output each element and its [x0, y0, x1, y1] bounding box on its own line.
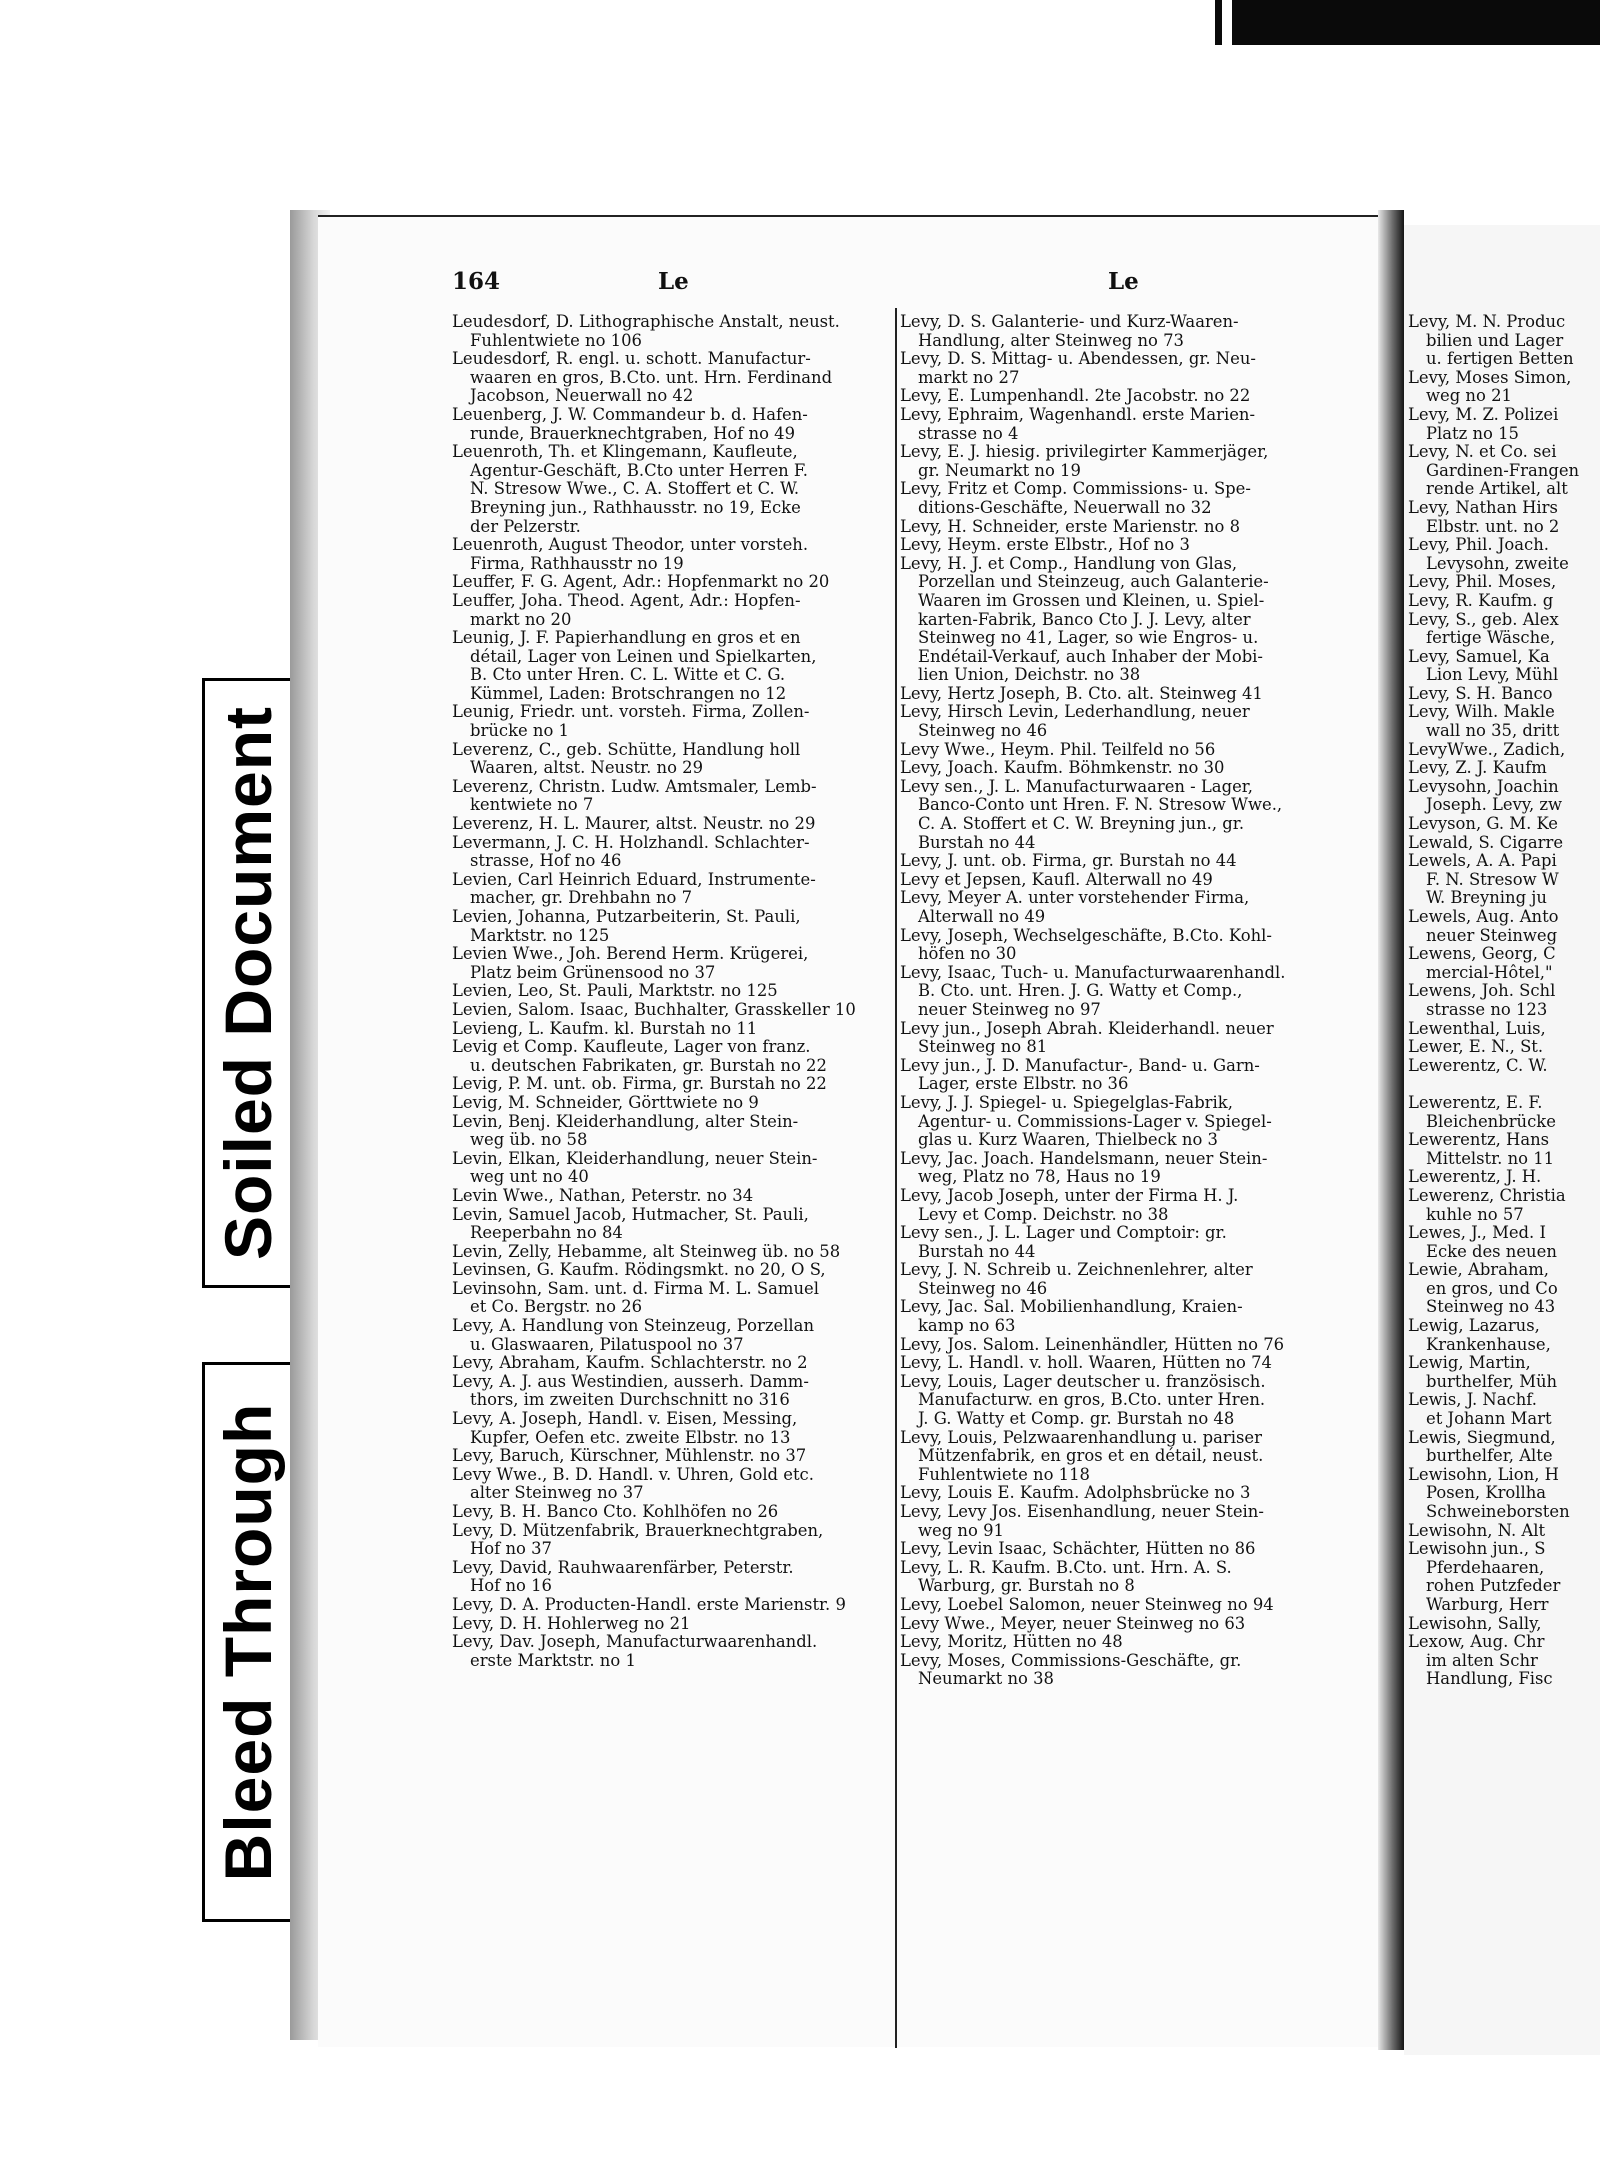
directory-line: weg unt no 40 — [470, 1168, 589, 1187]
directory-line: Steinweg no 41, Lager, so wie Engros- u. — [918, 629, 1259, 648]
label-soiled-text: Soiled Document — [211, 705, 285, 1261]
directory-line: Warburg, Herr — [1426, 1595, 1549, 1614]
directory-line: Burstah no 44 — [918, 833, 1036, 852]
directory-line: Marktstr. no 125 — [470, 926, 610, 945]
directory-line: alter Steinweg no 37 — [470, 1484, 644, 1503]
directory-line: Warburg, gr. Burstah no 8 — [918, 1577, 1135, 1596]
directory-line: Levy, Louis, Lager deutscher u. französisch. — [900, 1372, 1266, 1391]
directory-line: Levy, J. N. Schreib u. Zeichnenlehrer, alter — [900, 1261, 1253, 1280]
directory-line: Pferdehaaren, — [1426, 1558, 1545, 1577]
directory-line: Levy, A. J. aus Westindien, ausserh. Damm- — [452, 1372, 809, 1391]
directory-line: kamp no 63 — [918, 1317, 1016, 1336]
directory-line: markt no 20 — [470, 610, 572, 629]
top-black-bar — [1215, 0, 1600, 45]
directory-line: gr. Neumarkt no 19 — [918, 461, 1081, 480]
directory-line: Levy, Samuel, Ka — [1408, 647, 1550, 666]
directory-line: Levy, Jacob Joseph, unter der Firma H. J. — [900, 1186, 1239, 1205]
directory-line: thors, im zweiten Durchschnitt no 316 — [470, 1391, 790, 1410]
directory-line: Levy, S. H. Banco — [1408, 684, 1553, 703]
directory-line: Levy, Loebel Salomon, neuer Steinweg no 94 — [900, 1595, 1274, 1614]
directory-line: Firma, Rathhausstr no 19 — [470, 554, 684, 573]
directory-line: Levy jun., Joseph Abrah. Kleiderhandl. neuer — [900, 1019, 1274, 1038]
directory-line: Levy, A. Handlung von Steinzeug, Porzellan — [452, 1317, 815, 1336]
directory-line: Lewenthal, Luis, — [1408, 1019, 1546, 1038]
directory-line: Levy, E. Lumpenhandl. 2te Jacobstr. no 22 — [900, 387, 1251, 406]
directory-line: brücke no 1 — [470, 722, 569, 741]
directory-line: Levy, David, Rauhwaarenfärber, Peterstr. — [452, 1558, 794, 1577]
directory-line: Lewisohn, Lion, H — [1408, 1465, 1559, 1484]
directory-line: Alterwall no 49 — [918, 908, 1046, 926]
directory-line: Porzellan und Steinzeug, auch Galanterie- — [918, 573, 1269, 592]
directory-line: Lewig, Martin, — [1408, 1354, 1531, 1373]
directory-line: rohen Putzfeder — [1426, 1577, 1561, 1596]
directory-line: Waaren, altst. Neustr. no 29 — [470, 759, 704, 778]
directory-line: Mützenfabrik, en gros et en détail, neust. — [918, 1447, 1264, 1466]
directory-line: Levy Wwe., Heym. Phil. Teilfeld no 56 — [900, 740, 1216, 759]
directory-line: kuhle no 57 — [1426, 1205, 1524, 1224]
directory-line: Platz beim Grünensood no 37 — [470, 963, 716, 982]
directory-line: bilien und Lager — [1426, 331, 1564, 350]
directory-line: Levig et Comp. Kaufleute, Lager von franz. — [452, 1038, 811, 1057]
directory-line: Lewels, A. A. Papi — [1408, 852, 1557, 871]
directory-line: weg no 21 — [1426, 387, 1512, 406]
directory-line: Waaren im Grossen und Kleinen, u. Spiel- — [918, 591, 1265, 610]
directory-line: Leudesdorf, R. engl. u. schott. Manufactur- — [452, 350, 811, 369]
directory-line: Lager, erste Elbstr. no 36 — [918, 1075, 1129, 1094]
directory-line: Levy, D. Mützenfabrik, Brauerknechtgraben, — [452, 1521, 824, 1540]
directory-line: Leunig, Friedr. unt. vorsteh. Firma, Zollen- — [452, 703, 810, 722]
directory-line: strasse, Hof no 46 — [470, 852, 622, 871]
directory-line: Levien, Carl Heinrich Eduard, Instrumente- — [452, 870, 816, 889]
directory-line: Levy, Hertz Joseph, B. Cto. alt. Steinweg 41 — [900, 684, 1263, 703]
directory-line: Levien, Salom. Isaac, Buchhalter, Grasskeller 10 — [452, 1000, 856, 1019]
directory-line: u. Glaswaaren, Pilatuspool no 37 — [470, 1335, 744, 1354]
directory-line: Levy, S., geb. Alex — [1408, 610, 1559, 629]
directory-line: Lewes, J., Med. I — [1408, 1224, 1546, 1243]
label-bleed-text: Bleed Through — [211, 1402, 285, 1882]
directory-line: Lewis, Siegmund, — [1408, 1428, 1556, 1447]
directory-line: Levinsohn, Sam. unt. d. Firma M. L. Samuel — [452, 1279, 819, 1298]
directory-line: Leuffer, F. G. Agent, Adr.: Hopfenmarkt no 20 — [452, 573, 830, 592]
directory-line: Leverenz, Christn. Ludw. Amtsmaler, Lemb- — [452, 777, 817, 796]
directory-line: Bleichenbrücke — [1426, 1112, 1556, 1131]
book-gutter — [1378, 210, 1404, 2050]
directory-line: Levy, Hirsch Levin, Lederhandlung, neuer — [900, 703, 1250, 722]
directory-line: Levy, Joseph, Wechselgeschäfte, B.Cto. Kohl- — [900, 926, 1272, 945]
directory-line: Krankenhause, — [1426, 1335, 1551, 1354]
directory-line: Levin, Samuel Jacob, Hutmacher, St. Pauli, — [452, 1205, 809, 1224]
directory-line: Agentur-Geschäft, B.Cto unter Herren F. — [470, 461, 808, 480]
directory-line: Leuenroth, Th. et Klingemann, Kaufleute, — [452, 443, 798, 462]
directory-line: Levy, J. J. Spiegel- u. Spiegelglas-Fabrik, — [900, 1093, 1233, 1112]
directory-line: Levy, Jac. Joach. Handelsmann, neuer Stein- — [900, 1149, 1268, 1168]
directory-line: Levy, Phil. Moses, — [1408, 573, 1557, 592]
directory-line: Lewer, E. N., St. — [1408, 1038, 1544, 1057]
directory-line: Lion Levy, Mühl — [1426, 666, 1559, 685]
directory-line: Banco-Conto unt Hren. F. N. Stresow Wwe., — [918, 796, 1283, 815]
directory-line: Levy, Louis E. Kaufm. Adolphsbrücke no 3 — [900, 1484, 1251, 1503]
directory-line: burthelfer, Alte — [1426, 1447, 1553, 1466]
directory-line: glas u. Kurz Waaren, Thielbeck no 3 — [918, 1131, 1218, 1150]
directory-line: Levy, Moses, Commissions-Geschäfte, gr. — [900, 1651, 1242, 1670]
column-left — [452, 313, 892, 1670]
column-rule — [895, 308, 897, 2048]
directory-line: Levy, Wilh. Makle — [1408, 703, 1555, 722]
directory-line: u. fertigen Betten — [1426, 350, 1574, 369]
directory-line: Levy Wwe., Meyer, neuer Steinweg no 63 — [900, 1614, 1246, 1633]
directory-line: Schweineborsten — [1426, 1503, 1570, 1521]
page-number: 164 — [452, 268, 501, 295]
directory-line: Leudesdorf, D. Lithographische Anstalt, neust. — [452, 313, 840, 331]
directory-line: Levin Wwe., Nathan, Peterstr. no 34 — [452, 1186, 754, 1205]
directory-line: Ecke des neuen — [1426, 1242, 1557, 1261]
directory-line: kentwiete no 7 — [470, 796, 594, 815]
directory-line: Levien, Leo, St. Pauli, Marktstr. no 125 — [452, 982, 778, 1001]
top-bar-gap — [1222, 0, 1232, 45]
column-middle — [900, 313, 1348, 1689]
directory-line: ditions-Geschäfte, Neuerwall no 32 — [918, 498, 1212, 517]
directory-line: Levy, Moritz, Hütten no 48 — [900, 1633, 1123, 1652]
directory-line: Breyning jun., Rathhausstr. no 19, Ecke — [470, 498, 801, 517]
directory-line: fertige Wäsche, — [1426, 629, 1556, 648]
directory-line: N. Stresow Wwe., C. A. Stoffert et C. W. — [470, 480, 800, 499]
directory-line: W. Breyning ju — [1426, 889, 1547, 908]
directory-line: Levig, M. Schneider, Görttwiete no 9 — [452, 1093, 759, 1112]
directory-line: Levy, N. et Co. sei — [1408, 443, 1557, 462]
directory-line: Levin, Elkan, Kleiderhandlung, neuer Stein- — [452, 1149, 818, 1168]
directory-line: Lewerentz, J. H. — [1408, 1168, 1542, 1187]
directory-line: Levy, H. Schneider, erste Marienstr. no 8 — [900, 517, 1241, 536]
directory-line: Handlung, alter Steinweg no 73 — [918, 331, 1184, 350]
directory-line: Levy, D. S. Mittag- u. Abendessen, gr. Neu- — [900, 350, 1256, 369]
directory-line: Platz no 15 — [1426, 424, 1519, 443]
directory-line: Levy, Moses Simon, — [1408, 368, 1572, 387]
directory-line: Levy, Baruch, Kürschner, Mühlenstr. no 37 — [452, 1447, 807, 1466]
directory-line: Lewerenz, Christia — [1408, 1186, 1566, 1205]
directory-line: karten-Fabrik, Banco Cto J. J. Levy, alter — [918, 610, 1251, 629]
directory-line: Hof no 37 — [470, 1540, 552, 1559]
directory-line: B. Cto unter Hren. C. L. Witte et C. G. — [470, 666, 786, 685]
directory-line: Lewis, J. Nachf. — [1408, 1391, 1537, 1410]
directory-line: Levy, Joach. Kaufm. Böhmkenstr. no 30 — [900, 759, 1225, 778]
directory-line: Levy, L. R. Kaufm. B.Cto. unt. Hrn. A. S. — [900, 1558, 1232, 1577]
directory-line: Lewens, Joh. Schl — [1408, 982, 1556, 1001]
directory-line: Levyson, G. M. Ke — [1408, 815, 1558, 834]
directory-line: Gardinen-Frangen — [1426, 461, 1580, 480]
directory-line: Endétail-Verkauf, auch Inhaber der Mobi- — [918, 647, 1263, 666]
directory-line: Levy, H. J. et Comp., Handlung von Glas, — [900, 554, 1238, 573]
directory-line: Levy sen., J. L. Manufacturwaaren - Lager, — [900, 777, 1254, 796]
directory-line: Burstah no 44 — [918, 1242, 1036, 1261]
directory-line: Levy, Levin Isaac, Schächter, Hütten no 86 — [900, 1540, 1256, 1559]
directory-line: Agentur- u. Commissions-Lager v. Spiegel- — [918, 1112, 1272, 1131]
directory-line: Posen, Krollha — [1426, 1484, 1547, 1503]
directory-line: Levig, P. M. unt. ob. Firma, gr. Burstah no 22 — [452, 1075, 827, 1094]
directory-line: Levy, Jac. Sal. Mobilienhandlung, Kraien- — [900, 1298, 1243, 1317]
directory-line: weg üb. no 58 — [470, 1131, 588, 1150]
directory-line: F. N. Stresow W — [1426, 870, 1559, 889]
directory-line: Levy, Louis, Pelzwaarenhandlung u. pariser — [900, 1428, 1262, 1447]
running-head-left: Le — [658, 268, 689, 295]
directory-line — [1408, 1075, 1600, 1094]
directory-line: runde, Brauerknechtgraben, Hof no 49 — [470, 424, 796, 443]
directory-line: lien Union, Deichstr. no 38 — [918, 666, 1141, 685]
directory-line: Levy, E. J. hiesig. privilegirter Kammerjäger, — [900, 443, 1269, 462]
directory-line: Leuenroth, August Theodor, unter vorsteh. — [452, 536, 809, 555]
directory-line: Levy, M. N. Produc — [1408, 313, 1566, 331]
directory-line: Manufacturw. en gros, B.Cto. unter Hren. — [918, 1391, 1266, 1410]
directory-line: Lewisohn, N. Alt — [1408, 1521, 1546, 1540]
directory-line: Fuhlentwiete no 106 — [470, 331, 642, 350]
directory-line: et Johann Mart — [1426, 1410, 1552, 1429]
directory-line: Leverenz, C., geb. Schütte, Handlung holl — [452, 740, 801, 759]
directory-line: Levy, D. S. Galanterie- und Kurz-Waaren- — [900, 313, 1239, 331]
directory-line: Leuffer, Joha. Theod. Agent, Adr.: Hopfen- — [452, 591, 801, 610]
directory-line: erste Marktstr. no 1 — [470, 1651, 636, 1670]
directory-line: Leverenz, H. L. Maurer, altst. Neustr. no 29 — [452, 815, 816, 834]
directory-line: Levy, J. unt. ob. Firma, gr. Burstah no 44 — [900, 852, 1237, 871]
directory-line: neuer Steinweg — [1426, 926, 1558, 945]
directory-line: Lewisohn jun., S — [1408, 1540, 1546, 1559]
directory-line: Hof no 16 — [470, 1577, 552, 1596]
directory-line: Levien, Johanna, Putzarbeiterin, St. Pauli, — [452, 908, 801, 926]
directory-line: Lewerentz, Hans — [1408, 1131, 1550, 1150]
directory-line: J. G. Watty et Comp. gr. Burstah no 48 — [918, 1410, 1235, 1429]
directory-line: wall no 35, dritt — [1426, 722, 1560, 741]
directory-line: Mittelstr. no 11 — [1426, 1149, 1555, 1168]
directory-line: strasse no 123 — [1426, 1000, 1548, 1019]
directory-line: B. Cto. unt. Hren. J. G. Watty et Comp., — [918, 982, 1243, 1001]
directory-line: LevyWwe., Zadich, — [1408, 740, 1566, 759]
directory-line: Joseph. Levy, zw — [1426, 796, 1563, 815]
directory-line: Lewerentz, C. W. — [1408, 1056, 1548, 1075]
directory-line: Levy, Phil. Joach. — [1408, 536, 1549, 555]
directory-line: Levy et Jepsen, Kaufl. Alterwall no 49 — [900, 870, 1213, 889]
directory-line: Levy, R. Kaufm. g — [1408, 591, 1554, 610]
directory-line: Lewens, Georg, C — [1408, 945, 1556, 964]
directory-line: rende Artikel, alt — [1426, 480, 1568, 499]
label-bleed-through — [202, 1362, 294, 1922]
directory-line: strasse no 4 — [918, 424, 1019, 443]
directory-line: Levy, Meyer A. unter vorstehender Firma, — [900, 889, 1250, 908]
directory-line: Levy, Isaac, Tuch- u. Manufacturwaarenhandl. — [900, 963, 1286, 982]
directory-line: Lewisohn, Sally, — [1408, 1614, 1542, 1633]
directory-line: Levy jun., J. D. Manufactur-, Band- u. Garn- — [900, 1056, 1260, 1075]
directory-line: Lewie, Abraham, — [1408, 1261, 1549, 1280]
directory-line: Levinsen, G. Kaufm. Rödingsmkt. no 20, O S, — [452, 1261, 826, 1280]
directory-line: Levermann, J. C. H. Holzhandl. Schlachter- — [452, 833, 810, 852]
directory-line: Levy, Dav. Joseph, Manufacturwaarenhandl. — [452, 1633, 818, 1652]
directory-line: neuer Steinweg no 97 — [918, 1000, 1101, 1019]
directory-line: Levy, A. Joseph, Handl. v. Eisen, Messing, — [452, 1410, 798, 1429]
directory-line: Handlung, Fisc — [1426, 1670, 1553, 1689]
directory-line: Lewels, Aug. Anto — [1408, 908, 1559, 926]
directory-line: weg, Platz no 78, Haus no 19 — [918, 1168, 1161, 1187]
directory-line: Levy Wwe., B. D. Handl. v. Uhren, Gold etc. — [452, 1465, 814, 1484]
directory-line: détail, Lager von Leinen und Spielkarten, — [470, 647, 817, 666]
directory-line: Jacobson, Neuerwall no 42 — [470, 387, 694, 406]
directory-line: Levy, D. H. Hohlerweg no 21 — [452, 1614, 691, 1633]
directory-line: Steinweg no 81 — [918, 1038, 1048, 1057]
column-right-partial — [1408, 313, 1600, 1689]
directory-line: Levy, B. H. Banco Cto. Kohlhöfen no 26 — [452, 1503, 779, 1521]
directory-line: Kümmel, Laden: Brotschrangen no 12 — [470, 684, 787, 703]
directory-line: Kupfer, Oefen etc. zweite Elbstr. no 13 — [470, 1428, 791, 1447]
directory-line: Levy, Jos. Salom. Leinenhändler, Hütten no 76 — [900, 1335, 1285, 1354]
directory-line: weg no 91 — [918, 1521, 1004, 1540]
directory-line: Neumarkt no 38 — [918, 1670, 1054, 1689]
directory-line: markt no 27 — [918, 368, 1020, 387]
directory-line: Levin, Benj. Kleiderhandlung, alter Stein- — [452, 1112, 799, 1131]
directory-line: u. deutschen Fabrikaten, gr. Burstah no 22 — [470, 1056, 827, 1075]
directory-line: Levy et Comp. Deichstr. no 38 — [918, 1205, 1169, 1224]
running-head-right: Le — [1108, 268, 1139, 295]
directory-line: Fuhlentwiete no 118 — [918, 1465, 1090, 1484]
directory-line: mercial-Hôtel," — [1426, 963, 1553, 982]
directory-line: et Co. Bergstr. no 26 — [470, 1298, 643, 1317]
directory-line: burthelfer, Müh — [1426, 1372, 1558, 1391]
directory-line: Elbstr. unt. no 2 — [1426, 517, 1560, 536]
directory-line: Levy, L. Handl. v. holl. Waaren, Hütten no 74 — [900, 1354, 1272, 1373]
directory-line: im alten Schr — [1426, 1651, 1538, 1670]
directory-line: Levysohn, zweite — [1426, 554, 1569, 573]
directory-line: Lewerentz, E. F. — [1408, 1093, 1543, 1112]
directory-line: Steinweg no 43 — [1426, 1298, 1556, 1317]
directory-line: C. A. Stoffert et C. W. Breyning jun., gr. — [918, 815, 1245, 834]
directory-line: Levy, Levy Jos. Eisenhandlung, neuer Stein- — [900, 1503, 1264, 1521]
directory-line: Steinweg no 46 — [918, 1279, 1048, 1298]
directory-line: Levysohn, Joachin — [1408, 777, 1559, 796]
label-soiled-document — [202, 678, 294, 1288]
directory-line: Levy, D. A. Producten-Handl. erste Marienstr. 9 — [452, 1595, 846, 1614]
directory-line: Levy, Nathan Hirs — [1408, 498, 1558, 517]
directory-line: Levy, Fritz et Comp. Commissions- u. Spe- — [900, 480, 1251, 499]
directory-line: en gros, und Co — [1426, 1279, 1558, 1298]
directory-line: Levy, M. Z. Polizei — [1408, 405, 1559, 424]
directory-line: Leuenberg, J. W. Commandeur b. d. Hafen- — [452, 405, 808, 424]
directory-line: Lewig, Lazarus, — [1408, 1317, 1540, 1336]
directory-line: Lexow, Aug. Chr — [1408, 1633, 1545, 1652]
directory-line: Levy, Ephraim, Wagenhandl. erste Marien- — [900, 405, 1256, 424]
directory-line: höfen no 30 — [918, 945, 1017, 964]
directory-line: Levy sen., J. L. Lager und Comptoir: gr. — [900, 1224, 1227, 1243]
directory-line: Levy, Abraham, Kaufm. Schlachterstr. no 2 — [452, 1354, 808, 1373]
directory-line: Reeperbahn no 84 — [470, 1224, 623, 1243]
directory-line: Steinweg no 46 — [918, 722, 1048, 741]
directory-line: waaren en gros, B.Cto. unt. Hrn. Ferdinand — [470, 368, 833, 387]
directory-line: der Pelzerstr. — [470, 517, 581, 536]
directory-line: Levin, Zelly, Hebamme, alt Steinweg üb. no 58 — [452, 1242, 841, 1261]
directory-line: Lewald, S. Cigarre — [1408, 833, 1564, 852]
directory-line: Levien Wwe., Joh. Berend Herm. Krügerei, — [452, 945, 809, 964]
directory-line: Leunig, J. F. Papierhandlung en gros et en — [452, 629, 801, 648]
directory-line: Levy, Heym. erste Elbstr., Hof no 3 — [900, 536, 1190, 555]
directory-line: macher, gr. Drehbahn no 7 — [470, 889, 693, 908]
directory-line: Levieng, L. Kaufm. kl. Burstah no 11 — [452, 1019, 758, 1038]
directory-line: Levy, Z. J. Kaufm — [1408, 759, 1547, 778]
